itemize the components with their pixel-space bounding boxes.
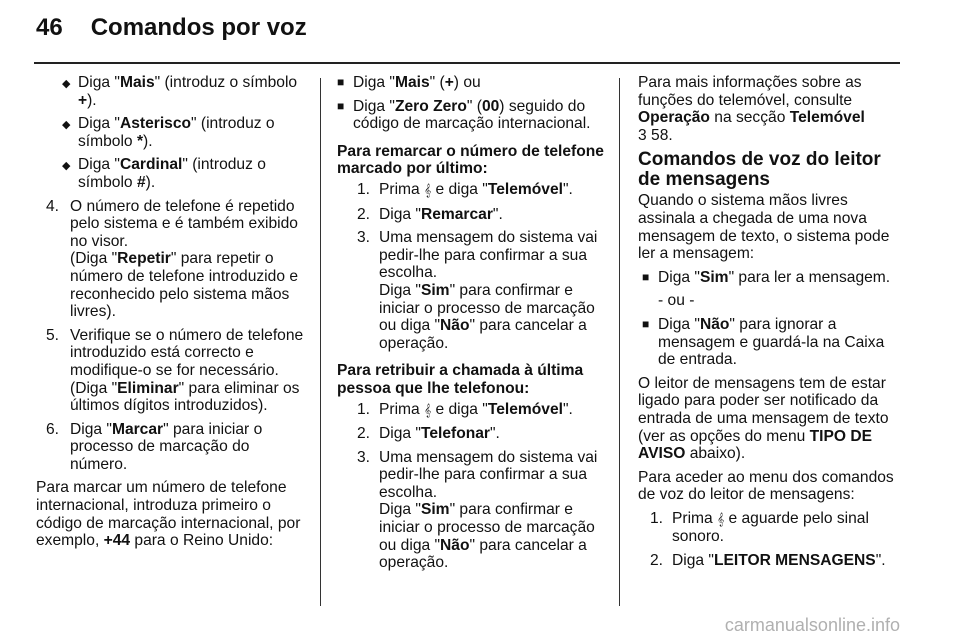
- page-header: [36, 14, 307, 42]
- bullet-diamond-icon: ◆: [62, 78, 71, 90]
- voice-command-icon: 𝄞: [717, 511, 725, 526]
- page-number: 46: [36, 14, 63, 41]
- international-paragraph: Para marcar um número de telefone internacional, introduza primeiro o código de marcação internacional, por exemplo, +44 para o Reino Unido:: [36, 479, 301, 550]
- step-1: 1. Prima 𝄞 e diga "Telemóvel".: [357, 180, 573, 198]
- section-heading: Para retribuir a chamada à última pessoa que lhe telefonou:: [337, 362, 584, 397]
- step-1: 1. Prima 𝄞 e diga "Telemóvel".: [357, 400, 573, 418]
- list-item: ■ Diga "Sim" para ler a mensagem.: [642, 268, 891, 286]
- list-item: ■ Diga "Não" para ignorar a mensagem e guardá-la na Caixa de entrada.: [642, 315, 885, 369]
- step-2: 2. Diga "Telefonar".: [357, 425, 500, 443]
- info-paragraph: Para mais informações sobre as funções do telemóvel, consulte Operação na secção Telemóvel 3 58.: [638, 74, 865, 144]
- header-divider: [34, 62, 900, 64]
- step-4: 4. O número de telefone é repetido pelo sistema e é também exibido no visor. (Diga "Repetir" para repetir o número de telefone introduzido e reconhecido pelo sistema mãos livres).: [46, 197, 298, 321]
- step-3: 3. Uma mensagem do sistema vai pedir-lhe para confirmar a sua escolha. Diga "Sim" para confirmar e iniciar o processo de marcação ou diga "Não" para cancelar a operação.: [357, 448, 598, 572]
- column-divider-1: [320, 78, 321, 606]
- page-title: Comandos por voz: [90, 14, 307, 41]
- step-1: 1. Prima 𝄞 e aguarde pelo sinal sonoro.: [650, 509, 869, 546]
- list-item: ■ Diga "Mais" (+) ou: [337, 74, 481, 91]
- column-1: [36, 74, 308, 550]
- section-heading: Para remarcar o número de telefone marcado por último:: [337, 142, 604, 178]
- bullet-square-icon: ■: [337, 75, 345, 89]
- column-3: [638, 74, 904, 576]
- list-item: ■ Diga "Zero Zero" (00) seguido do código de marcação internacional.: [337, 97, 591, 133]
- step-2: 2. Diga "LEITOR MENSAGENS".: [650, 552, 886, 570]
- column-2: [337, 74, 609, 578]
- watermark: carmanualsonline.info: [724, 615, 900, 635]
- bullet-square-icon: ■: [337, 98, 345, 113]
- column-divider-2: [619, 78, 620, 606]
- step-3: 3. Uma mensagem do sistema vai pedir-lhe para confirmar a sua escolha. Diga "Sim" para confirmar e iniciar o processo de marcação ou diga "Não" para cancelar a operação.: [357, 229, 598, 352]
- step-2: 2. Diga "Remarcar".: [357, 205, 503, 223]
- bullet-square-icon: ■: [642, 316, 650, 331]
- list-item: ◆ Diga "Asterisco" (introduz o símbolo *).: [62, 115, 275, 150]
- or-separator: - ou -: [658, 292, 695, 310]
- intro-paragraph: Quando o sistema mãos livres assinala a chegada de uma nova mensagem de texto, o sistema pode ler a mensagem:: [638, 192, 890, 263]
- access-paragraph: Para aceder ao menu dos comandos de voz do leitor de mensagens:: [638, 468, 894, 504]
- section-title: Comandos de voz do leitor de mensagens: [638, 149, 881, 191]
- bullet-diamond-icon: ◆: [62, 160, 71, 173]
- voice-command-icon: 𝄞: [424, 182, 432, 197]
- page-reference-icon: 3: [638, 126, 647, 144]
- list-item: ◆ Diga "Cardinal" (introduz o símbolo #).: [62, 156, 266, 191]
- step-5: 5. Verifique se o número de telefone introduzido está correcto e modifique-o se for necessário. (Diga "Eliminar" para eliminar os últimos dígitos introduzidos).: [46, 326, 304, 415]
- list-item: ◆ Diga "Mais" (introduz o símbolo +).: [62, 74, 298, 109]
- step-6: 6. Diga "Marcar" para iniciar o processo de marcação do número.: [46, 420, 263, 473]
- voice-command-icon: 𝄞: [424, 402, 432, 417]
- bullet-diamond-icon: ◆: [62, 119, 71, 132]
- notification-paragraph: O leitor de mensagens tem de estar ligado para poder ser notificado da entrada de uma mensagem de texto (ver as opções do menu TIPO DE AVISO abaixo).: [638, 374, 889, 463]
- bullet-square-icon: ■: [642, 269, 650, 284]
